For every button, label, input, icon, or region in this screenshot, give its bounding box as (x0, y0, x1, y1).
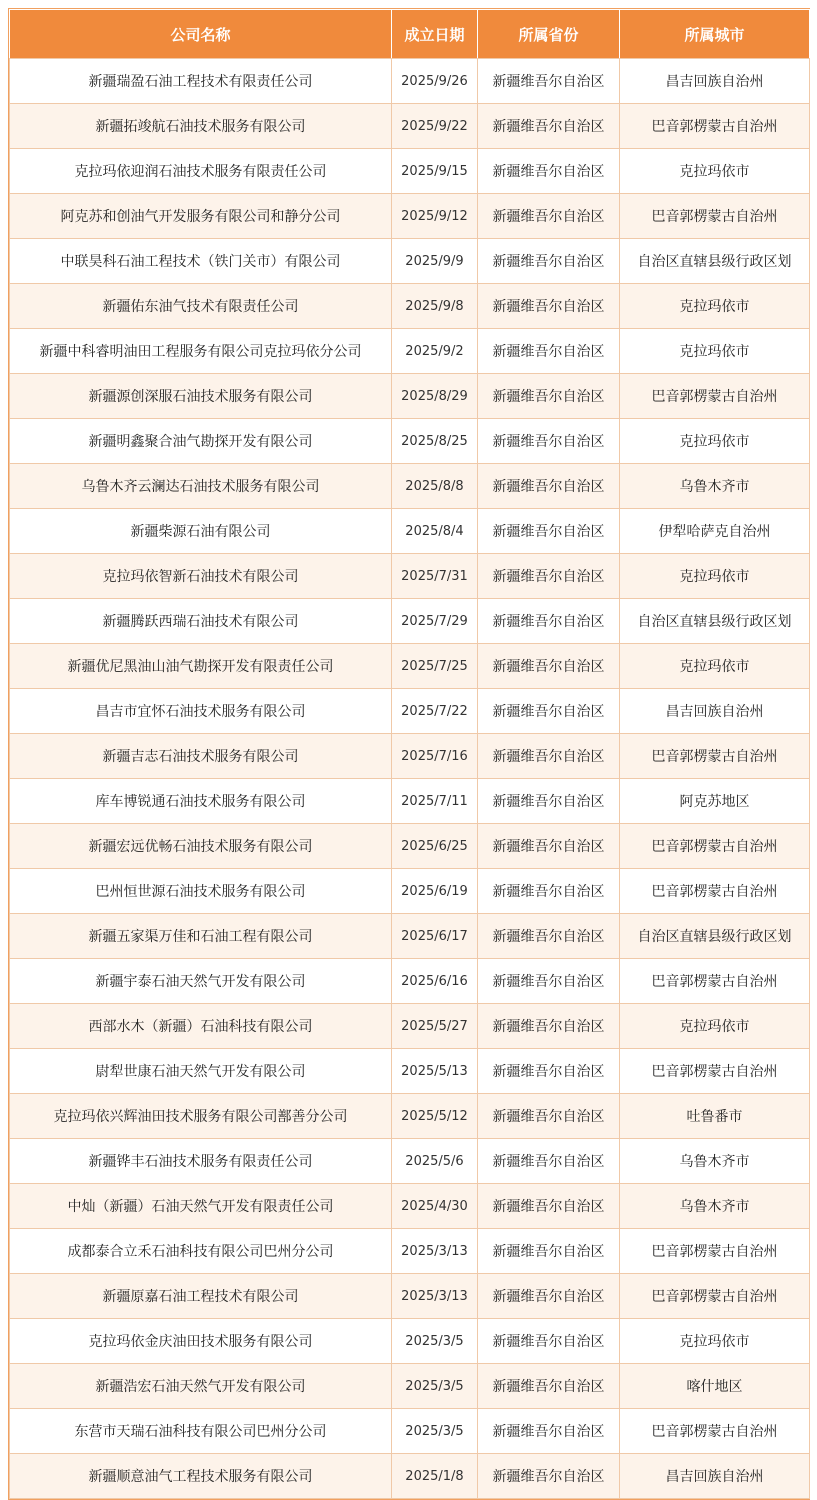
city-cell: 巴音郭楞蒙古自治州 (620, 104, 810, 149)
province-cell: 新疆维吾尔自治区 (478, 599, 620, 644)
table-row (10, 104, 810, 149)
company-name-cell: 库车博锐通石油技术服务有限公司 (10, 779, 392, 824)
founded-date-cell: 2025/8/29 (392, 374, 478, 419)
city-cell: 昌吉回族自治州 (620, 689, 810, 734)
table-row (10, 509, 810, 554)
city-cell: 克拉玛依市 (620, 419, 810, 464)
city-cell: 巴音郭楞蒙古自治州 (620, 1229, 810, 1274)
city-cell: 克拉玛依市 (620, 329, 810, 374)
founded-date-cell: 2025/8/4 (392, 509, 478, 554)
founded-date-cell: 2025/9/12 (392, 194, 478, 239)
company-name-cell: 昌吉市宜怀石油技术服务有限公司 (10, 689, 392, 734)
company-name-cell: 克拉玛依智新石油技术有限公司 (10, 554, 392, 599)
city-cell: 巴音郭楞蒙古自治州 (620, 734, 810, 779)
company-name-cell: 阿克苏和创油气开发服务有限公司和静分公司 (10, 194, 392, 239)
city-cell: 克拉玛依市 (620, 554, 810, 599)
table-row (10, 869, 810, 914)
table-row (10, 284, 810, 329)
founded-date-cell: 2025/9/9 (392, 239, 478, 284)
founded-date-cell: 2025/7/16 (392, 734, 478, 779)
company-name-cell: 新疆腾跃西瑞石油技术有限公司 (10, 599, 392, 644)
table-row (10, 824, 810, 869)
founded-date-cell: 2025/6/16 (392, 959, 478, 1004)
company-name-cell: 西部水木（新疆）石油科技有限公司 (10, 1004, 392, 1049)
company-table (9, 9, 810, 1499)
table-row (10, 1274, 810, 1319)
province-cell: 新疆维吾尔自治区 (478, 1274, 620, 1319)
city-cell: 克拉玛依市 (620, 1004, 810, 1049)
city-cell: 巴音郭楞蒙古自治州 (620, 1049, 810, 1094)
founded-date-cell: 2025/5/27 (392, 1004, 478, 1049)
company-name-cell: 新疆中科睿明油田工程服务有限公司克拉玛依分公司 (10, 329, 392, 374)
table-row (10, 1319, 810, 1364)
company-name-cell: 中联昊科石油工程技术（铁门关市）有限公司 (10, 239, 392, 284)
company-name-cell: 中灿（新疆）石油天然气开发有限责任公司 (10, 1184, 392, 1229)
company-name-cell: 新疆源创深服石油技术服务有限公司 (10, 374, 392, 419)
city-cell: 巴音郭楞蒙古自治州 (620, 1274, 810, 1319)
company-name-cell: 新疆宏远优畅石油技术服务有限公司 (10, 824, 392, 869)
province-cell: 新疆维吾尔自治区 (478, 464, 620, 509)
province-cell: 新疆维吾尔自治区 (478, 1454, 620, 1499)
founded-date-cell: 2025/3/5 (392, 1319, 478, 1364)
province-cell: 新疆维吾尔自治区 (478, 554, 620, 599)
company-name-cell: 新疆瑞盈石油工程技术有限责任公司 (10, 59, 392, 104)
table-row (10, 644, 810, 689)
table-body (10, 59, 810, 1499)
company-name-cell: 尉犁世康石油天然气开发有限公司 (10, 1049, 392, 1094)
company-name-cell: 新疆拓竣航石油技术服务有限公司 (10, 104, 392, 149)
city-cell: 巴音郭楞蒙古自治州 (620, 374, 810, 419)
company-name-cell: 克拉玛依金庆油田技术服务有限公司 (10, 1319, 392, 1364)
company-name-cell: 新疆柴源石油有限公司 (10, 509, 392, 554)
company-name-cell: 新疆佑东油气技术有限责任公司 (10, 284, 392, 329)
table-row (10, 1184, 810, 1229)
city-cell: 巴音郭楞蒙古自治州 (620, 1409, 810, 1454)
founded-date-cell: 2025/5/13 (392, 1049, 478, 1094)
header-city: 所属城市 (620, 10, 810, 59)
table-row (10, 1364, 810, 1409)
province-cell: 新疆维吾尔自治区 (478, 959, 620, 1004)
company-name-cell: 克拉玛依迎润石油技术服务有限责任公司 (10, 149, 392, 194)
founded-date-cell: 2025/7/22 (392, 689, 478, 734)
table-row (10, 554, 810, 599)
table-header (10, 10, 810, 59)
province-cell: 新疆维吾尔自治区 (478, 1049, 620, 1094)
province-cell: 新疆维吾尔自治区 (478, 1094, 620, 1139)
city-cell: 乌鲁木齐市 (620, 1184, 810, 1229)
province-cell: 新疆维吾尔自治区 (478, 824, 620, 869)
province-cell: 新疆维吾尔自治区 (478, 1184, 620, 1229)
table-row (10, 734, 810, 779)
founded-date-cell: 2025/8/25 (392, 419, 478, 464)
founded-date-cell: 2025/8/8 (392, 464, 478, 509)
company-name-cell: 乌鲁木齐云澜达石油技术服务有限公司 (10, 464, 392, 509)
company-name-cell: 新疆吉志石油技术服务有限公司 (10, 734, 392, 779)
city-cell: 自治区直辖县级行政区划 (620, 914, 810, 959)
province-cell: 新疆维吾尔自治区 (478, 1409, 620, 1454)
company-table-container (8, 8, 810, 1500)
city-cell: 阿克苏地区 (620, 779, 810, 824)
founded-date-cell: 2025/9/15 (392, 149, 478, 194)
founded-date-cell: 2025/3/5 (392, 1364, 478, 1409)
province-cell: 新疆维吾尔自治区 (478, 374, 620, 419)
province-cell: 新疆维吾尔自治区 (478, 509, 620, 554)
city-cell: 乌鲁木齐市 (620, 1139, 810, 1184)
province-cell: 新疆维吾尔自治区 (478, 284, 620, 329)
province-cell: 新疆维吾尔自治区 (478, 419, 620, 464)
province-cell: 新疆维吾尔自治区 (478, 779, 620, 824)
province-cell: 新疆维吾尔自治区 (478, 734, 620, 779)
province-cell: 新疆维吾尔自治区 (478, 689, 620, 734)
city-cell: 昌吉回族自治州 (620, 1454, 810, 1499)
founded-date-cell: 2025/7/11 (392, 779, 478, 824)
founded-date-cell: 2025/9/8 (392, 284, 478, 329)
founded-date-cell: 2025/7/31 (392, 554, 478, 599)
founded-date-cell: 2025/3/5 (392, 1409, 478, 1454)
table-row (10, 59, 810, 104)
company-name-cell: 新疆明鑫聚合油气勘探开发有限公司 (10, 419, 392, 464)
table-row (10, 1094, 810, 1139)
city-cell: 巴音郭楞蒙古自治州 (620, 959, 810, 1004)
table-row (10, 1409, 810, 1454)
founded-date-cell: 2025/3/13 (392, 1274, 478, 1319)
company-name-cell: 新疆五家渠万佳和石油工程有限公司 (10, 914, 392, 959)
table-row (10, 914, 810, 959)
company-name-cell: 东营市天瑞石油科技有限公司巴州分公司 (10, 1409, 392, 1454)
city-cell: 喀什地区 (620, 1364, 810, 1409)
founded-date-cell: 2025/7/25 (392, 644, 478, 689)
city-cell: 克拉玛依市 (620, 284, 810, 329)
province-cell: 新疆维吾尔自治区 (478, 1229, 620, 1274)
city-cell: 克拉玛依市 (620, 644, 810, 689)
company-name-cell: 克拉玛依兴辉油田技术服务有限公司鄯善分公司 (10, 1094, 392, 1139)
founded-date-cell: 2025/5/6 (392, 1139, 478, 1184)
founded-date-cell: 2025/9/22 (392, 104, 478, 149)
province-cell: 新疆维吾尔自治区 (478, 914, 620, 959)
company-name-cell: 新疆原嘉石油工程技术有限公司 (10, 1274, 392, 1319)
table-row (10, 959, 810, 1004)
province-cell: 新疆维吾尔自治区 (478, 104, 620, 149)
company-name-cell: 新疆顺意油气工程技术服务有限公司 (10, 1454, 392, 1499)
table-row (10, 1004, 810, 1049)
founded-date-cell: 2025/6/25 (392, 824, 478, 869)
city-cell: 自治区直辖县级行政区划 (620, 239, 810, 284)
table-row (10, 194, 810, 239)
province-cell: 新疆维吾尔自治区 (478, 1364, 620, 1409)
company-name-cell: 新疆铧丰石油技术服务有限责任公司 (10, 1139, 392, 1184)
city-cell: 自治区直辖县级行政区划 (620, 599, 810, 644)
province-cell: 新疆维吾尔自治区 (478, 59, 620, 104)
company-name-cell: 巴州恒世源石油技术服务有限公司 (10, 869, 392, 914)
province-cell: 新疆维吾尔自治区 (478, 239, 620, 284)
city-cell: 吐鲁番市 (620, 1094, 810, 1139)
table-row (10, 329, 810, 374)
table-row (10, 779, 810, 824)
company-name-cell: 成都泰合立禾石油科技有限公司巴州分公司 (10, 1229, 392, 1274)
founded-date-cell: 2025/4/30 (392, 1184, 478, 1229)
province-cell: 新疆维吾尔自治区 (478, 149, 620, 194)
table-row (10, 419, 810, 464)
founded-date-cell: 2025/9/2 (392, 329, 478, 374)
province-cell: 新疆维吾尔自治区 (478, 869, 620, 914)
founded-date-cell: 2025/9/26 (392, 59, 478, 104)
province-cell: 新疆维吾尔自治区 (478, 644, 620, 689)
table-row (10, 599, 810, 644)
city-cell: 乌鲁木齐市 (620, 464, 810, 509)
province-cell: 新疆维吾尔自治区 (478, 1139, 620, 1184)
company-name-cell: 新疆优尼黑油山油气勘探开发有限责任公司 (10, 644, 392, 689)
province-cell: 新疆维吾尔自治区 (478, 329, 620, 374)
city-cell: 巴音郭楞蒙古自治州 (620, 824, 810, 869)
province-cell: 新疆维吾尔自治区 (478, 1319, 620, 1364)
founded-date-cell: 2025/6/17 (392, 914, 478, 959)
table-row (10, 374, 810, 419)
city-cell: 昌吉回族自治州 (620, 59, 810, 104)
province-cell: 新疆维吾尔自治区 (478, 194, 620, 239)
city-cell: 伊犁哈萨克自治州 (620, 509, 810, 554)
founded-date-cell: 2025/5/12 (392, 1094, 478, 1139)
table-row (10, 464, 810, 509)
header-founded-date: 成立日期 (392, 10, 478, 59)
founded-date-cell: 2025/6/19 (392, 869, 478, 914)
table-row (10, 1139, 810, 1184)
province-cell: 新疆维吾尔自治区 (478, 1004, 620, 1049)
founded-date-cell: 2025/3/13 (392, 1229, 478, 1274)
header-province: 所属省份 (478, 10, 620, 59)
company-name-cell: 新疆浩宏石油天然气开发有限公司 (10, 1364, 392, 1409)
table-row (10, 1229, 810, 1274)
table-row (10, 239, 810, 284)
header-row (10, 10, 810, 59)
city-cell: 克拉玛依市 (620, 1319, 810, 1364)
city-cell: 巴音郭楞蒙古自治州 (620, 869, 810, 914)
founded-date-cell: 2025/7/29 (392, 599, 478, 644)
founded-date-cell: 2025/1/8 (392, 1454, 478, 1499)
table-row (10, 1049, 810, 1094)
city-cell: 巴音郭楞蒙古自治州 (620, 194, 810, 239)
city-cell: 克拉玛依市 (620, 149, 810, 194)
table-row (10, 149, 810, 194)
company-name-cell: 新疆宇泰石油天然气开发有限公司 (10, 959, 392, 1004)
table-row (10, 689, 810, 734)
header-company-name: 公司名称 (10, 10, 392, 59)
